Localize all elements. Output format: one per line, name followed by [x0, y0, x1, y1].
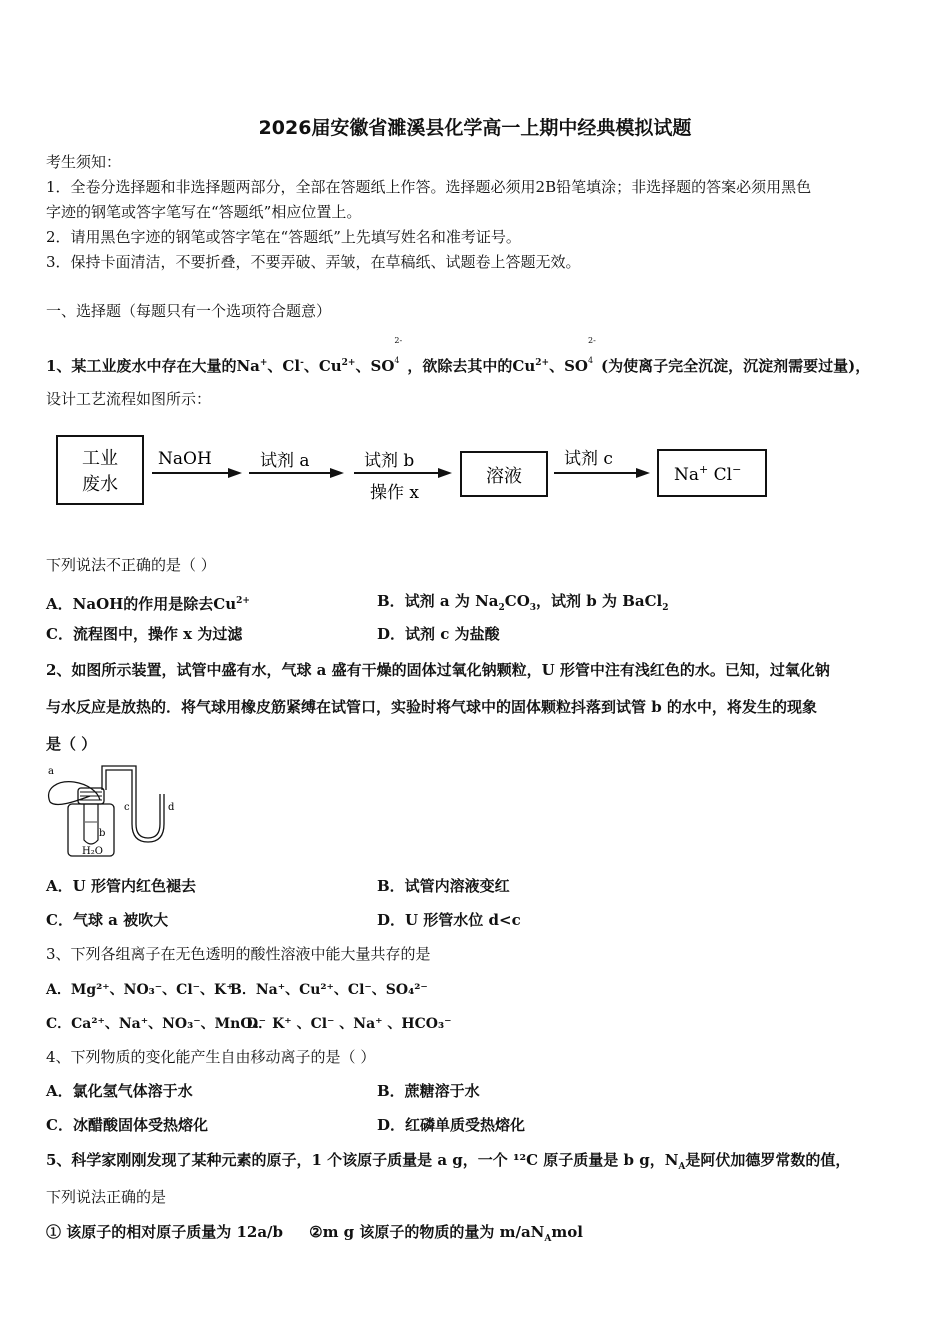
- notice-line-2: 2．请用黑色字迹的钢笔或答字笔在“答题纸”上先填写姓名和准考证号。: [46, 228, 521, 246]
- q5-statements: ① 该原子的相对原子质量为 12a/b ②m g 该原子的物质的量为 $m/aN_Amol$: [46, 1223, 583, 1244]
- flow-box3-plus: +: [699, 463, 709, 476]
- page-title: 2026届安徽省濉溪县化学高一上期中经典模拟试题: [258, 117, 692, 139]
- flow-box3-minus: −: [732, 463, 742, 476]
- q2-option-b: B．试管内溶液变红: [377, 877, 510, 895]
- flow-arrow3-bottom: 操作 x: [370, 483, 419, 503]
- fig-label-d: d: [168, 802, 175, 813]
- q3-option-b: B．Na⁺、Cu²⁺、Cl⁻、SO₄²⁻: [230, 982, 428, 998]
- q3-option-d: D．K⁺ 、Cl⁻ 、Na⁺ 、HCO₃⁻: [246, 1016, 452, 1032]
- q2-option-d: D．U 形管水位 d<c: [377, 911, 521, 929]
- q5-line-2: 下列说法正确的是: [46, 1188, 167, 1206]
- flow-arrow3-top: 试剂 b: [364, 451, 415, 471]
- q3-stem: 3、下列各组离子在无色透明的酸性溶液中能大量共存的是: [46, 945, 431, 963]
- fig-label-c: c: [124, 802, 130, 813]
- q1-option-b: B．试剂 a 为 $Na_2CO_3$，试剂 b 为 BaCl$_2$: [377, 592, 669, 613]
- test-tube-b-icon: [84, 804, 98, 844]
- q1-option-c: C．流程图中，操作 x 为过滤: [46, 625, 243, 643]
- q3-option-a: A．Mg²⁺、NO₃⁻、Cl⁻、K⁺: [46, 982, 234, 998]
- fig-label-b: b: [99, 828, 106, 839]
- flow-box3-na: Na: [674, 465, 700, 485]
- fig-label-h2o: H₂O: [82, 846, 103, 857]
- flow-arrow2-label: 试剂 a: [260, 451, 310, 471]
- q1-stem: 1、某工业废水中存在大量的Na+、Cl-、$Cu^{2+}$、SO2- 4 ，欲除去其中的$Cu^{2+}$、SO2- 4 (为使离子完全沉淀，沉淀剂需要过量)，: [46, 336, 871, 375]
- flow-box1-line1: 工业: [82, 448, 118, 469]
- q2-option-a: A．U 形管内红色褪去: [46, 877, 196, 895]
- q1-line-2: 设计工艺流程如图所示：: [46, 390, 212, 408]
- q4-stem: 4、下列物质的变化能产生自由移动离子的是（ ）: [46, 1048, 376, 1066]
- notice-line-1b: 字迹的钢笔或答字笔写在“答题纸”相应位置上。: [46, 203, 362, 221]
- flow-arrowhead-1: [228, 468, 242, 478]
- q1-option-d: D．试剂 c 为盐酸: [377, 625, 500, 643]
- fig-label-a: a: [48, 766, 54, 777]
- q2-line-3: 是（ ）: [46, 735, 97, 753]
- q1-option-a: A．NaOH的作用是除去$Cu^{2+}$: [46, 595, 250, 613]
- q3-option-c: C．Ca²⁺、Na⁺、NO₃⁻、MnO₄⁻: [46, 1016, 267, 1032]
- q4-option-a: A．氯化氢气体溶于水: [46, 1082, 193, 1100]
- notice-line-3: 3．保持卡面清洁，不要折叠，不要弄破、弄皱，在草稿纸、试题卷上答题无效。: [46, 253, 581, 271]
- q4-option-d: D．红磷单质受热熔化: [377, 1116, 526, 1134]
- flow-arrow4-label: 试剂 c: [564, 449, 613, 469]
- q2-line-1: 2、如图所示装置，试管中盛有水，气球 a 盛有干燥的固体过氧化钠颗粒，U 形管中注有浅红色的水。已知，过氧化钠: [46, 661, 830, 679]
- flow-box2-label: 溶液: [486, 466, 522, 487]
- flow-arrowhead-2: [330, 468, 344, 478]
- flow-box1-line2: 废水: [82, 474, 118, 495]
- section-heading: 一、选择题（每题只有一个选项符合题意）: [46, 302, 332, 320]
- notice-line-1: 1．全卷分选择题和非选择题两部分，全部在答题纸上作答。选择题必须用2B铅笔填涂；非选择题的答案必须用黑色: [46, 178, 812, 196]
- notice-heading: 考生须知：: [46, 153, 122, 171]
- q2-option-c: C．气球 a 被吹大: [46, 911, 169, 929]
- u-tube-icon: [102, 766, 160, 838]
- flow-box3-cl: Cl: [708, 465, 733, 485]
- q4-option-b: B．蔗糖溶于水: [377, 1082, 480, 1100]
- q4-option-c: C．冰醋酸固体受热熔化: [46, 1116, 208, 1134]
- q5-line-1: 5、科学家刚刚发现了某种元素的原子，1 个该原子质量是 a g，一个 ¹²C 原子质量是 b g，$N_A$是阿伏加德罗常数的值，: [46, 1151, 851, 1172]
- q2-line-2: 与水反应是放热的．将气球用橡皮筋紧缚在试管口，实验时将气球中的固体颗粒抖落到试管 b 的水中，将发生的现象: [46, 698, 817, 716]
- flow-arrow1-label: NaOH: [158, 449, 212, 469]
- flow-box3-label: [674, 463, 741, 485]
- process-flow-diagram: [46, 426, 776, 516]
- apparatus-figure: [44, 762, 184, 862]
- flow-arrowhead-4: [636, 468, 650, 478]
- q1-question: 下列说法不正确的是（ ）: [46, 556, 216, 574]
- flow-arrowhead-3: [438, 468, 452, 478]
